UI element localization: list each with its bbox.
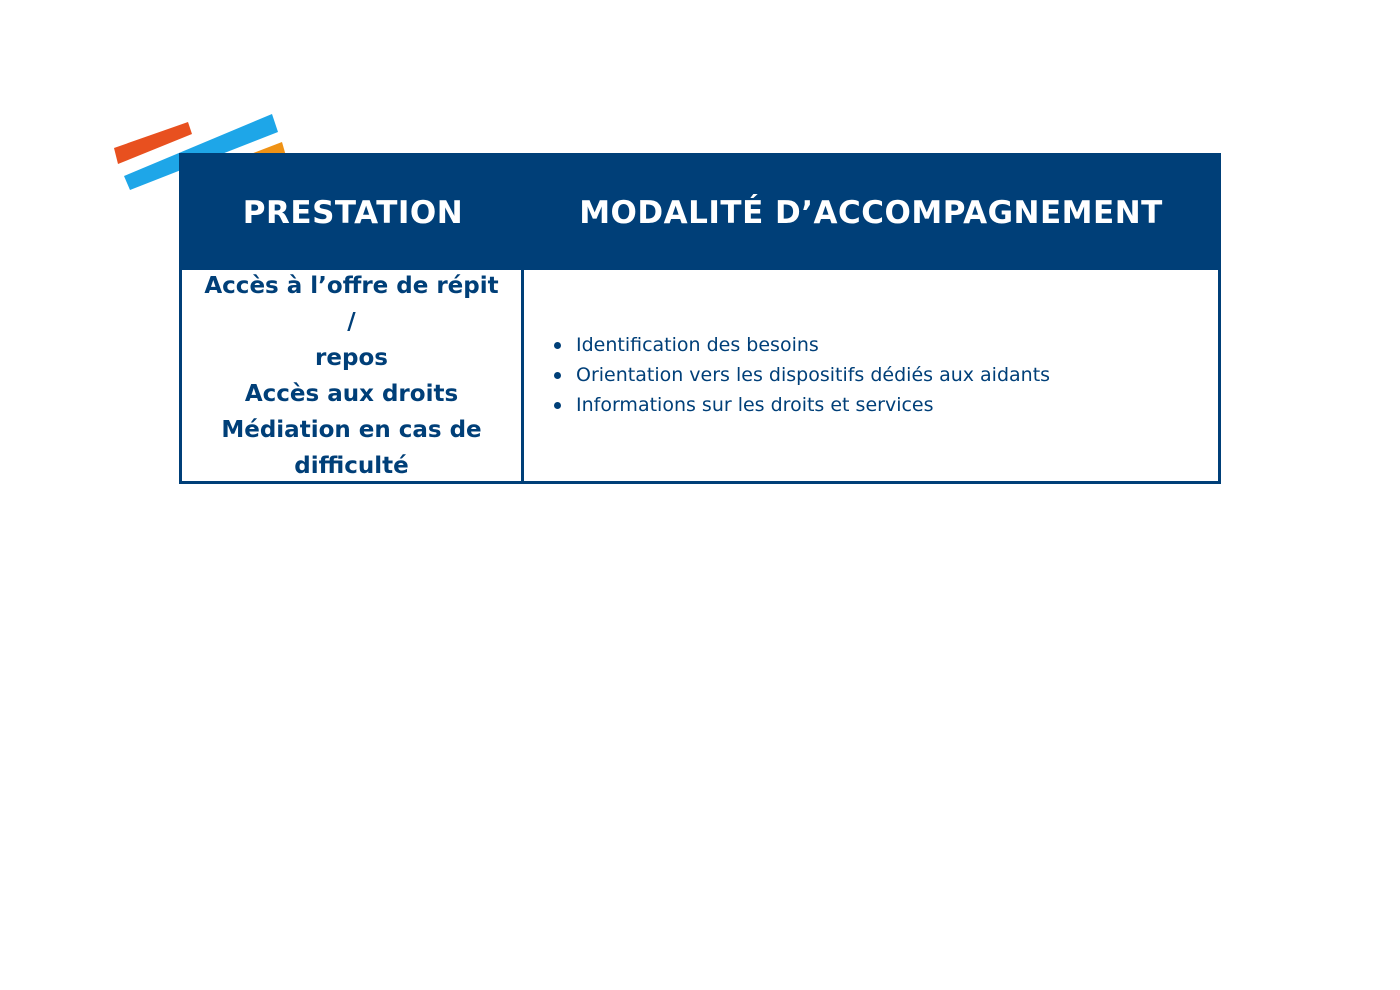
modalite-list <box>554 330 1218 420</box>
list-item-text: Informations sur les droits et services <box>576 394 934 416</box>
prestation-cell <box>182 270 524 481</box>
prestation-line: Médiation en cas de <box>221 416 482 443</box>
prestation-line: repos <box>315 344 388 371</box>
header-modalite: MODALITÉ D’ACCOMPAGNEMENT <box>579 195 1163 231</box>
list-item <box>554 360 1218 390</box>
table-header <box>182 156 1218 270</box>
bullet-icon <box>554 372 561 379</box>
modalite-cell <box>524 270 1218 481</box>
prestation-table <box>179 153 1221 484</box>
prestation-line: difficulté <box>294 452 409 479</box>
header-prestation: PRESTATION <box>242 195 464 231</box>
list-item-text: Identification des besoins <box>576 334 819 356</box>
prestation-line: Accès aux droits <box>244 380 459 407</box>
bullet-icon <box>554 342 561 349</box>
prestation-line: Accès à l’offre de répit / <box>204 272 499 335</box>
list-item <box>554 330 1218 360</box>
table-row <box>182 270 1218 481</box>
list-item-text: Orientation vers les dispositifs dédiés aux aidants <box>576 364 1051 386</box>
list-item <box>554 390 1218 420</box>
bullet-icon <box>554 402 561 409</box>
